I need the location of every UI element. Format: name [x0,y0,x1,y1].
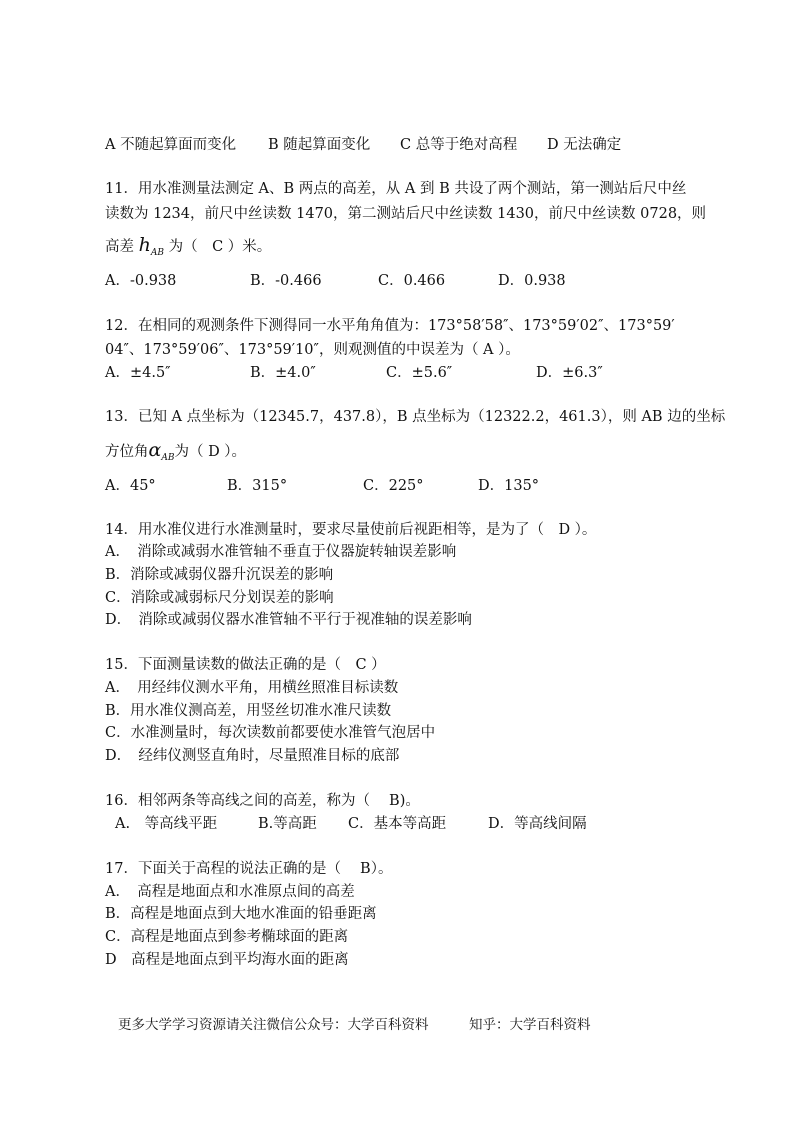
q16-stem: 16．相邻两条等高线之间的高差，称为（ B)。 [105,793,420,809]
q13-option-a: A．45° [105,478,156,494]
q12-option-a: A．±4.5″ [105,365,171,381]
q15-option-a: A． 用经纬仪测水平角，用横丝照准目标读数 [105,680,399,696]
page-footer: 更多大学学习资源请关注微信公众号：大学百科资料 知乎：大学百科资料 [118,1017,591,1033]
q11-stem-line1: 11．用水准测量法测定 A、B 两点的高差，从 A 到 B 共设了两个测站，第一测站后尺中丝 [105,181,687,197]
q16-option-c: C．基本等高距 [348,816,447,832]
q15-option-c: C．水准测量时，每次读数前都要使水准管气泡居中 [105,725,436,741]
q10-option-b: B 随起算面变化 [268,137,371,153]
q12-stem-line2: 04″、173°59′06″、173°59′10″，则观测值的中误差为（ A ）。 [105,342,520,358]
q10-option-a: A 不随起算面而变化 [105,137,237,153]
q13-option-b: B．315° [227,478,288,494]
q11-stem-line3: 高差 $h_{AB}$ 为（ C ）米。 [105,234,272,258]
q12-option-b: B．±4.0″ [250,365,316,381]
q14-stem: 14．用水准仪进行水准测量时，要求尽量使前后视距相等，是为了（ D ）。 [105,522,597,538]
q17-option-a: A． 高程是地面点和水准原点间的高差 [105,884,355,900]
h-ab-symbol: $h_{AB}$ [138,234,164,258]
q17-option-c: C．高程是地面点到参考椭球面的距离 [105,929,349,945]
q17-option-b: B．高程是地面点到大地水准面的铅垂距离 [105,906,377,922]
q16-option-d: D．等高线间隔 [488,816,587,832]
q16-option-b: B.等高距 [258,816,317,832]
q15-option-b: B．用水准仪测高差，用竖丝切准水准尺读数 [105,703,392,719]
q14-option-d: D． 消除或减弱仪器水准管轴不平行于视准轴的误差影响 [105,612,472,628]
q10-option-c: C 总等于绝对高程 [400,137,518,153]
q17-stem: 17．下面关于高程的说法正确的是（ B）。 [105,861,393,877]
q16-option-a: A. 等高线平距 [115,816,218,832]
q13-option-d: D．135° [478,478,540,494]
q14-option-a: A． 消除或减弱水准管轴不垂直于仪器旋转轴误差影响 [105,544,457,560]
q10-option-d: D 无法确定 [547,137,622,153]
q11-option-a: A．-0.938 [105,273,177,289]
q17-option-d: D 高程是地面点到平均海水面的距离 [105,952,349,968]
q15-stem: 15．下面测量读数的做法正确的是（ C ） [105,657,386,673]
q12-option-d: D．±6.3″ [536,365,603,381]
q15-option-d: D． 经纬仪测竖直角时，尽量照准目标的底部 [105,748,400,764]
q11-stem-line2: 读数为 1234，前尺中丝读数 1470，第二测站后尺中丝读数 1430，前尺中丝读数 0728，则 [105,206,707,222]
q13-stem-line1: 13．已知 A 点坐标为（12345.7，437.8），B 点坐标为（12322.2，461.3），则 AB 边的坐标 [105,409,726,425]
q12-stem-line1: 12．在相同的观测条件下测得同一水平角角值为：173°58′58″、173°59′02″、173°59′ [105,318,675,334]
q13-stem-line2: 方位角$\alpha_{AB}$为（ D ）。 [105,439,247,463]
q11-option-d: D．0.938 [498,273,566,289]
q14-option-c: C．消除或减弱标尺分划误差的影响 [105,590,334,606]
alpha-ab-symbol: $\alpha_{AB}$ [148,439,175,463]
q11-option-b: B．-0.466 [250,273,322,289]
q14-option-b: B．消除或减弱仪器升沉误差的影响 [105,567,334,583]
q13-option-c: C．225° [363,478,424,494]
q11-option-c: C．0.466 [378,273,446,289]
q12-option-c: C．±5.6″ [386,365,453,381]
